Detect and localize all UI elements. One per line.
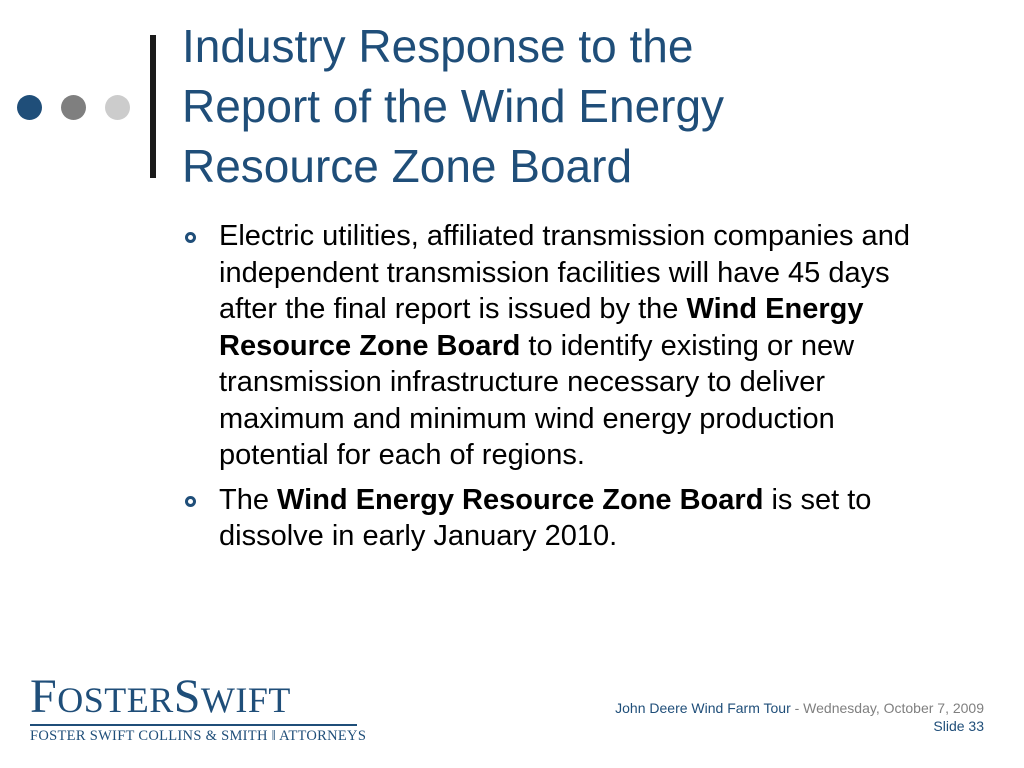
bullet-text: to identify existing or new transmission infrastructure necessary to deliver maximum and minimum wind energy production potential for each of regions. [219,329,855,471]
logo-subtitle: FOSTER SWIFT COLLINS & SMITH ‖ ATTORNEYS [30,728,367,744]
footer-line [615,699,984,717]
dot-gray-icon [61,95,86,120]
foster-swift-logo [30,670,367,745]
bullet-bold-text: Wind Energy Resource Zone Board [219,293,864,362]
bullet-bold-text: Wind Energy Resource Zone Board [277,483,764,516]
dot-light-icon [105,95,130,120]
bullet-ring-icon [185,496,196,507]
bullet-item [182,482,942,555]
slide-number: Slide 33 [933,718,984,734]
bullet-text: The [219,483,278,516]
slide-title [182,16,982,196]
slide-footer [615,699,984,735]
bullet-list [182,218,942,563]
logo-rule [30,724,357,726]
bullet-text: Electric utilities, affiliated transmission companies and independent transmission facilities will have 45 days after the final report is issued by the [219,220,910,325]
bullet-text: is set to dissolve in early January 2010. [219,483,872,552]
title-divider [150,35,156,178]
title-line: Report of the Wind Energy [182,80,725,132]
title-line: Industry Response to the [182,20,694,72]
bullet-ring-icon [185,232,196,243]
logo-wordmark: FOSTERSWIFT [30,670,291,723]
footer-event: John Deere Wind Farm Tour [615,700,791,716]
dot-dark-icon [17,95,42,120]
bullet-item [182,218,942,474]
title-line: Resource Zone Board [182,140,633,192]
footer-date: - Wednesday, October 7, 2009 [790,700,984,716]
